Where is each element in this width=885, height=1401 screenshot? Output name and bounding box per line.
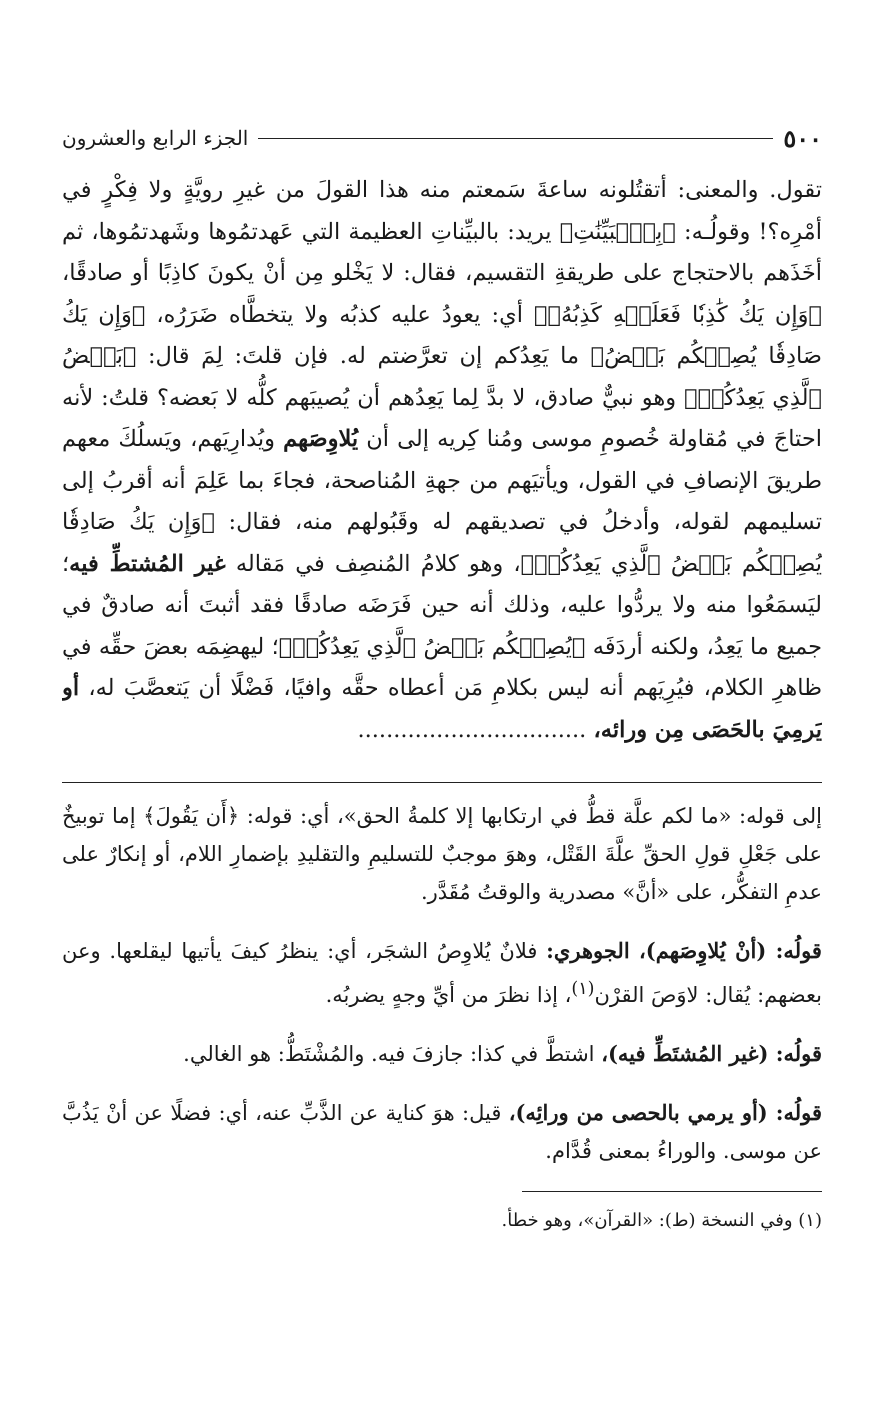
commentary-2-text: فلانٌ يُلاوِصُ الشجَر، أي: ينظرُ كيفَ يأتيها ليقلعها. وعن بعضهم: يُقال: لاوَصَ القرْن [62, 939, 822, 1007]
main-text-bold-2: غير المُشتطِّ فيه [69, 550, 226, 577]
commentary-4-label: قولُه: (أو يرمي بالحصى من ورائِه)، [508, 1100, 822, 1125]
main-text-bold-1: يُلاوِصَهم [283, 426, 359, 452]
continuation-dots: ................................ [357, 716, 587, 743]
commentary-3-label: قولُه: (غير المُشتَطِّ فيه)، [601, 1041, 822, 1066]
commentary-4-text: قيل: هوَ كناية عن الذَّبِّ عنه، أي: فضلًا عن أنْ يَذُبَّ عن موسى. والوراءُ بمعنى قُدَّام. [62, 1101, 822, 1163]
book-page [62, 118, 822, 1236]
footnote-divider [522, 1191, 822, 1192]
main-text-bold-3: أو يَرمِيَ بالحَصَى مِن ورائه، [62, 675, 822, 743]
commentary-2-label: قولُه: (أنْ يُلاوِصَهم)، الجوهري: [546, 938, 822, 963]
commentary-3-text: اشتطَّ في كذا: جازفَ فيه. والمُشْتَطُّ: هو الغالي. [183, 1042, 595, 1066]
part-title: الجزء الرابع والعشرون [62, 126, 249, 150]
main-text-segment-2: ويُدارِيَهم، ويَسلُكَ معهم طريقَ الإنصافِ في القول، ويأتيَهم من جهةِ المُناصحة، فجاءَ بما عَلِمَ أنه أقربُ إلى تسليمهم لقوله، وأدخلُ في تصديقهم له وقَبُولهم منه، فقال: ﴿وَإِن يَكُ صَادِقٗا يُصِبۡكُم بَعۡضُ ٱلَّذِي يَعِدُكُمۡ﴾، وهو كلامُ المُنصِف في مَقاله [62, 426, 822, 577]
main-text [62, 170, 822, 762]
commentary-paragraph-3 [62, 1035, 822, 1073]
header-rule [258, 138, 773, 139]
main-paragraph [62, 170, 822, 751]
footnote-reference: (١) [571, 979, 595, 999]
commentary-paragraph-1 [62, 797, 822, 911]
page-number: ٥٠٠ [783, 123, 822, 153]
commentary-divider [62, 782, 822, 783]
commentary-1-text: إلى قوله: «ما لكم علَّة قطُّ في ارتكابها إلا كلمةُ الحق»، أي: قوله: ﴿أَن يَقُولَ﴾ إما توبيخٌ على جَعْلِ قولِ الحقِّ علَّةَ القَتْل، وهوَ موجبٌ للتسليمِ والتقليدِ بإضمارِ اللام، أو إنكارٌ على عدمِ التفكُّر، على «أنَّ» مصدرية والوقتُ مُقَدَّر. [62, 804, 822, 904]
footnote: (١) وفي النسخة (ط): «القرآن»، وهو خطأ. [501, 1210, 822, 1231]
commentary-paragraph-4 [62, 1094, 822, 1170]
running-header [62, 118, 822, 158]
main-text-segment-3: ؛ ليَسمَعُوا منه ولا يردُّوا عليه، وذلك أنه حين فَرَضَه صادقًا فقد أثبتَ أنه صادقٌ في جميع ما يَعِدُ، ولكنه أردَفَه ﴿يُصِبۡكُم بَعۡضُ ٱلَّذِي يَعِدُكُمۡ﴾؛ ليهضِمَه بعضَ حقِّه في ظاهرِ الكلام، فيُرِيَهم أنه ليس بكلامِ مَن أعطاه حقَّه وافيًا، فَضْلًا أن يَتعصَّبَ له، [62, 550, 822, 701]
commentary-paragraph-2 [62, 932, 822, 1014]
main-text-segment-1: تقول. والمعنى: أتقتُلونه ساعةَ سَمعتم منه هذا القولَ من غيرِ رويَّةٍ ولا فِكْرٍ في أمْرِه؟! وقولُـه: ﴿بِٱلۡبَيِّنَٰتِ﴾ يريد: بالبيِّناتِ العظيمة التي عَهدتمُوها وشَهدتمُوها، ثم أخَذَهم بالاحتجاج على طريقةِ التقسيم، فقال: لا يَخْلو مِن أنْ يكونَ كاذِبًا أو صادقًا، ﴿وَإِن يَكُ كَٰذِبٗا فَعَلَيۡهِ كَذِبُهُۥ﴾ أي: يعودُ عليه كذبُه ولا يتخطَّاه ضَرَرُه، ﴿وَإِن يَكُ صَادِقٗا يُصِبۡكُم بَعۡضُ﴾ ما يَعِدُكم إن تعرَّضتم له. فإن قلتَ: لِمَ قال: ﴿بَعۡضُ ٱلَّذِي يَعِدُكُمۡ﴾ وهو نبيٌّ صادق، لا بدَّ لِما يَعِدُهم أن يُصيبَهم كلُّه لا بَعضه؟ قلتُ: لأنه احتاجَ في مُقاولة خُصومِ موسى ومُنا كِريه إلى أن [62, 177, 822, 452]
commentary-2-end: ، إذا نظرَ من أيِّ وجهٍ يضربُه. [325, 983, 572, 1007]
commentary-section [62, 797, 822, 1170]
